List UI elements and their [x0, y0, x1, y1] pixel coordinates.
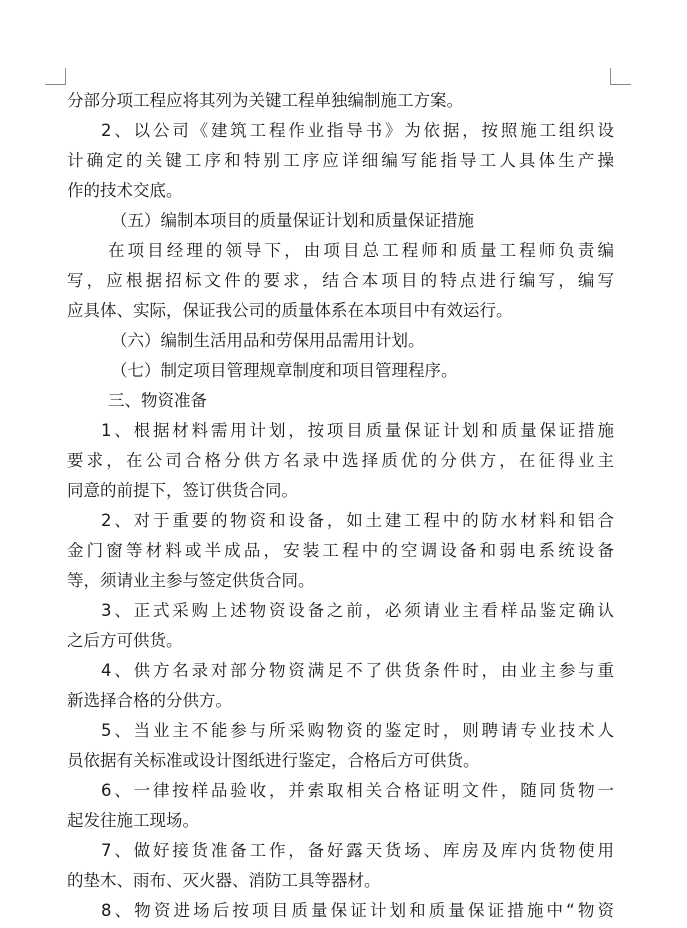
page-corner-mark-top-left [45, 68, 66, 85]
text-line: 5、当业主不能参与所采购物资的鉴定时，则聘请专业技术人 [101, 721, 614, 740]
text-line: 应具体、实际，保证我公司的质量体系在本项目中有效运行。 [67, 301, 513, 320]
text-line: 7、做好接货准备工作，备好露天货场、库房及库内货物使用 [101, 841, 614, 860]
text-line: 新选择合格的分供方。 [67, 691, 232, 710]
text-line: 6、一律按样品验收，并索取相关合格证明文件，随同货物一 [101, 781, 614, 800]
section-heading: （七）制定项目管理规章制度和项目管理程序。 [111, 361, 458, 380]
text-line: 在项目经理的领导下，由项目总工程师和质量工程师负责编 [108, 241, 614, 260]
text-line: 金门窗等材料或半成品，安装工程中的空调设备和弱电系统设备 [67, 541, 614, 560]
text-line: 同意的前提下，签订供货合同。 [67, 481, 298, 500]
text-line: 分部分项工程应将其列为关键工程单独编制施工方案。 [67, 91, 463, 110]
text-line: 写，应根据招标文件的要求，结合本项目的特点进行编写，编写 [67, 271, 614, 290]
text-line: 4、供方名录对部分物资满足不了供货条件时，由业主参与重 [101, 661, 614, 680]
text-line: 等，须请业主参与签定供货合同。 [67, 571, 315, 590]
text-line: 作的技术交底。 [67, 181, 183, 200]
text-line: 2、以公司《建筑工程作业指导书》为依据，按照施工组织设 [101, 121, 614, 140]
text-line: 之后方可供货。 [67, 631, 183, 650]
section-heading: （六）编制生活用品和劳保用品需用计划。 [111, 331, 425, 350]
text-line: 1、根据材料需用计划，按项目质量保证计划和质量保证措施 [101, 421, 614, 440]
text-line: 的垫木、雨布、灭火器、消防工具等器材。 [67, 871, 381, 890]
page-corner-mark-top-right [610, 68, 631, 85]
text-line: 8、物资进场后按项目质量保证计划和质量保证措施中“物资 [101, 901, 614, 920]
text-line: 2、对于重要的物资和设备，如土建工程中的防水材料和铝合 [101, 511, 614, 530]
text-line: 要求，在公司合格分供方名录中选择质优的分供方，在征得业主 [67, 451, 614, 470]
section-heading: 三、物资准备 [108, 391, 207, 410]
section-heading: （五）编制本项目的质量保证计划和质量保证措施 [111, 211, 474, 230]
text-line: 员依据有关标准或设计图纸进行鉴定，合格后方可供货。 [67, 751, 480, 770]
document-body [67, 86, 614, 926]
text-line: 起发往施工现场。 [67, 811, 199, 830]
text-line: 3、正式采购上述物资设备之前，必须请业主看样品鉴定确认 [101, 601, 614, 620]
text-line: 计确定的关键工序和特别工序应详细编写能指导工人具体生产操 [67, 151, 614, 170]
